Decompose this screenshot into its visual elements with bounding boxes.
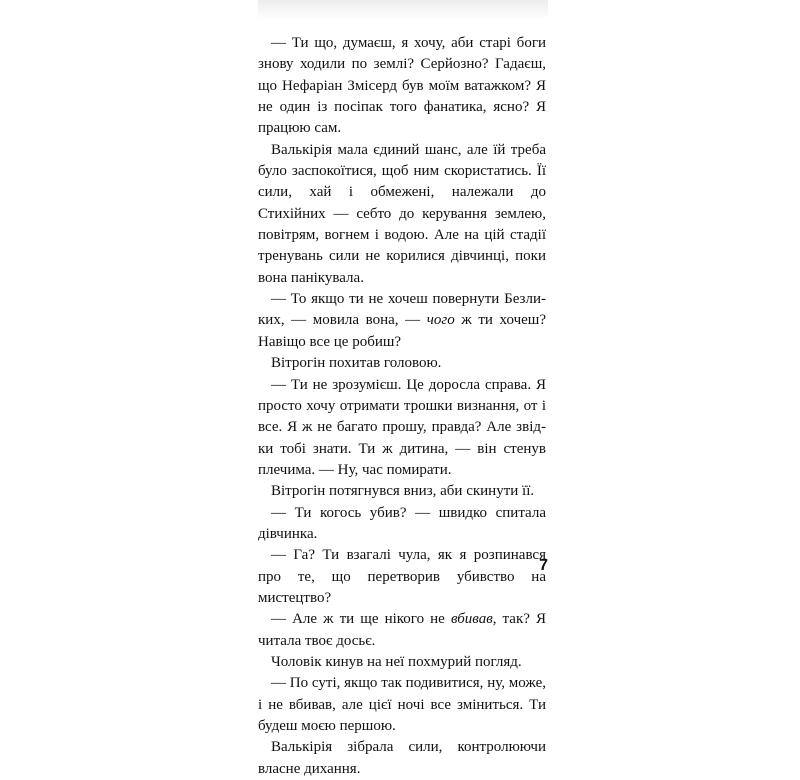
text-segment: — То якщо ти не хочеш повернути Безликих, — мовила вона, —	[258, 291, 546, 329]
paragraph	[258, 481, 546, 502]
text-segment: — По суті, якщо так подивитися, ну, може, і не вбивав, але цієї ночі все зміниться. Ти будеш моєю першою.	[258, 675, 546, 734]
italic-emphasis: чого	[426, 312, 455, 329]
text-segment: Вітрогін похитав головою.	[271, 355, 442, 372]
page-body-text	[258, 33, 546, 780]
text-segment: Валькірія мала єдиний шанс, але їй треба було заспокоїтися, щоб ним скористатись. Її сили, хай і обмежені, належали до Стихійних — себто до керування землею, повітрям, вогнем і водою. Але на цій стадії тренувань сили не корилися дівчинці, поки вона панікувала.	[258, 141, 546, 286]
paragraph	[258, 289, 546, 353]
text-segment: , так? Я читала твоє досьє.	[258, 611, 546, 649]
text-segment: ж ти хочеш? Навіщо все це робиш?	[258, 312, 546, 350]
paragraph	[258, 503, 546, 546]
text-segment: — Ти когось убив? — швидко спитала дівчинка.	[258, 504, 546, 542]
text-segment: Валькірія зібрала сили, контролюючи власне дихання.	[258, 739, 546, 777]
text-segment: Чоловік кинув на неї похмурий погляд.	[271, 653, 522, 670]
text-segment: — Ти не зрозумієш. Це доросла справа. Я просто хочу отримати трошки визнання, от і все. Я ж не багато прошу, правда? Але звідки тобі знати. Ти ж дитина, — він стенув плечима. — Ну, час помирати.	[258, 376, 546, 478]
text-segment: — Га? Ти взагалі чула, як я розпинався про те, що перетворив убивство на мистецтво?	[258, 547, 546, 606]
paragraph	[258, 545, 546, 609]
paragraph	[258, 33, 546, 140]
paragraph	[258, 140, 546, 289]
page-number: 7	[539, 557, 548, 574]
previous-text-bleed	[258, 0, 548, 20]
paragraph	[258, 609, 546, 652]
paragraph	[258, 375, 546, 482]
paragraph	[258, 353, 546, 374]
paragraph	[258, 652, 546, 673]
paragraph	[258, 673, 546, 737]
italic-emphasis: вбивав	[450, 611, 493, 628]
text-segment: — Але ж ти ще нікого не	[271, 611, 451, 628]
text-segment: — Ти що, думаєш, я хочу, аби старі боги знову ходили по землі? Серйозно? Гадаєш, що Нефаріан Змісерд був моїм ватажком? Я не один із посіпак того фанатика, ясно? Я працюю сам.	[258, 35, 546, 137]
text-segment: Вітрогін потягнувся вниз, аби скинути її.	[271, 483, 535, 500]
paragraph	[258, 737, 546, 780]
